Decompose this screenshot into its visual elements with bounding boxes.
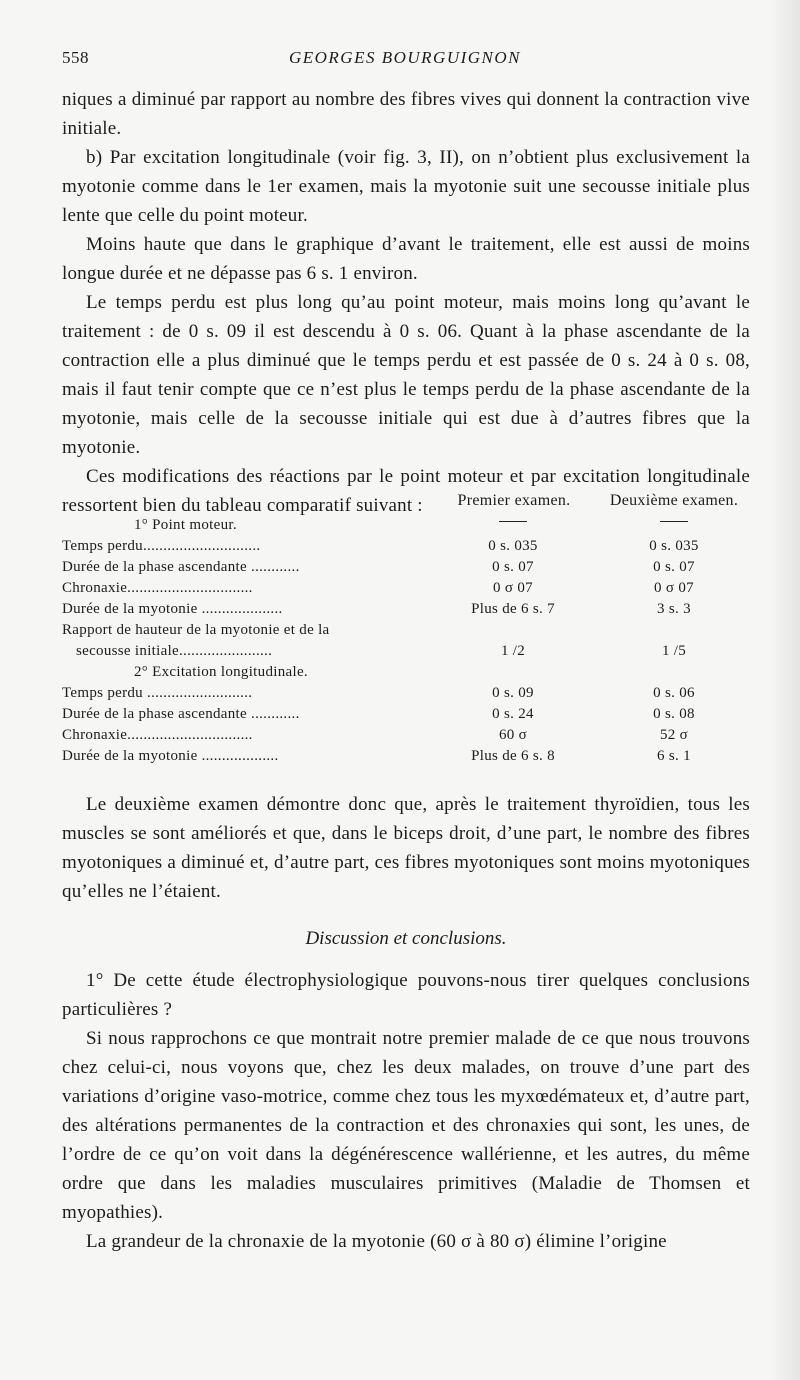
- value-first-exam: Plus de 6 s. 8: [471, 748, 555, 764]
- paragraph: Le deuxième examen démontre donc que, après le traitement thyroïdien, tous les muscles se sont améliorés et que, dans le biceps droit, d’une part, le nombre des fibres myotoniques a diminué et, d’autre part, ces fibres myotoniques sont moins myotoniques qu’elles ne l’étaient.: [62, 794, 750, 902]
- value-second-exam: 0 σ 07: [654, 580, 694, 596]
- value-first-exam: 60 σ: [498, 727, 528, 743]
- value-second-exam: 1 /5: [661, 643, 687, 659]
- row-label: Temps perdu.............................: [62, 538, 261, 554]
- paragraph: b) Par excitation longitudinale (voir fig. 3, II), on n’obtient plus exclusivement la myotonie comme dans le 1er examen, mais la myotonie suit une secousse initiale plus lente que celle du point moteur.: [62, 147, 750, 226]
- paragraph: 1° De cette étude électrophysiologique pouvons-nous tirer quelques conclusions particulières ?: [62, 970, 750, 1020]
- running-head: GEORGES BOURGUIGNON: [288, 48, 521, 67]
- table-row: [62, 557, 754, 578]
- table-row: [62, 578, 754, 599]
- row-label: Chronaxie...............................: [62, 580, 253, 596]
- value-first-exam: 1 /2: [500, 643, 526, 659]
- row-label: Chronaxie...............................: [62, 727, 253, 743]
- value-first-exam: 0 σ 07: [493, 580, 533, 596]
- value-first-exam: 0 s. 07: [492, 559, 534, 575]
- table-row: [62, 599, 754, 620]
- row-label: Temps perdu ..........................: [62, 685, 253, 701]
- value-second-exam: 0 s. 07: [653, 559, 695, 575]
- value-second-exam: 0 s. 08: [653, 706, 695, 722]
- page-edge-shadow: [770, 0, 800, 1380]
- row-label: Durée de la phase ascendante ............: [62, 706, 300, 722]
- column-dash: [450, 515, 576, 536]
- table-column-headers: [62, 487, 754, 515]
- paragraph: Moins haute que dans le graphique d’avant le traitement, elle est aussi de moins longue durée et ne dépasse pas 6 s. 1 environ.: [62, 234, 750, 284]
- row-label: Durée de la myotonie ....................: [62, 601, 283, 617]
- row-label-continued: secousse initiale.......................: [76, 643, 273, 659]
- page-header: [62, 48, 748, 72]
- paragraph: Le temps perdu est plus long qu’au point moteur, mais moins long qu’avant le traitement : de 0 s. 09 il est descendu à 0 s. 06. Quant à la phase ascendante de la contraction elle a plus diminué que le temps perdu et est passée de 0 s. 24 à 0 s. 08, mais il faut tenir compte que ce n’est plus le temps perdu de la phase ascendante de la myotonie, mais celle de la secousse initiale qui est due à d’autres fibres que la myotonie.: [62, 292, 750, 458]
- dash-rule: [660, 521, 688, 522]
- row-label: Durée de la phase ascendante ............: [62, 559, 300, 575]
- table-row: [62, 536, 754, 557]
- paragraph: niques a diminué par rapport au nombre des fibres vives qui donnent la contraction vive initiale.: [62, 89, 750, 139]
- text-block-middle: [62, 790, 750, 906]
- column-dash: [594, 515, 754, 536]
- text-block-top: [62, 85, 750, 520]
- table-row: [62, 620, 754, 641]
- text-block-bottom: [62, 966, 750, 1256]
- value-second-exam: 6 s. 1: [657, 748, 691, 764]
- paragraph: La grandeur de la chronaxie de la myotonie (60 σ à 80 σ) élimine l’origine: [86, 1231, 667, 1252]
- col-header-second-exam: Deuxième examen.: [609, 492, 739, 509]
- value-first-exam: 0 s. 035: [488, 538, 538, 554]
- paragraph: Ces modifications des réactions par le point moteur et par excitation longitudinale ressortent bien du tableau comparatif suivant :: [62, 466, 750, 516]
- col-header-first-exam: Premier examen.: [457, 492, 571, 509]
- value-second-exam: 3 s. 3: [657, 601, 691, 617]
- table-row: [62, 704, 754, 725]
- section-label: 1° Point moteur.: [134, 517, 237, 533]
- row-label: Rapport de hauteur de la myotonie et de la: [62, 622, 330, 638]
- table-section-heading: [62, 662, 754, 683]
- table-row: [62, 746, 754, 767]
- table-section-heading: [62, 515, 754, 536]
- table-row: [62, 641, 754, 662]
- row-label: Durée de la myotonie ...................: [62, 748, 279, 764]
- value-second-exam: 0 s. 035: [649, 538, 699, 554]
- paragraph: Si nous rapprochons ce que montrait notre premier malade de ce que nous trouvons chez celui-ci, nous voyons que, chez les deux malades, on trouve d’une part des variations d’origine vaso-motrice, comme chez tous les myxœdémateux et, d’autre part, des altérations permanentes de la contraction et des chronaxies qui sont, les unes, de l’ordre de ce qu’on voit dans la dégénérescence wallérienne, et les autres, du même ordre que dans les maladies musculaires primitives (Maladie de Thomsen et myopathies).: [62, 1028, 750, 1223]
- section-heading: Discussion et conclusions.: [305, 928, 507, 949]
- page-number: 558: [62, 48, 89, 67]
- value-first-exam: Plus de 6 s. 7: [471, 601, 555, 617]
- value-first-exam: 0 s. 24: [492, 706, 534, 722]
- section-label: 2° Excitation longitudinale.: [134, 664, 308, 680]
- value-second-exam: 52 σ: [659, 727, 689, 743]
- value-second-exam: 0 s. 06: [653, 685, 695, 701]
- dash-rule: [499, 521, 527, 522]
- table-row: [62, 725, 754, 746]
- comparison-table: [62, 487, 754, 767]
- table-row: [62, 683, 754, 704]
- value-first-exam: 0 s. 09: [492, 685, 534, 701]
